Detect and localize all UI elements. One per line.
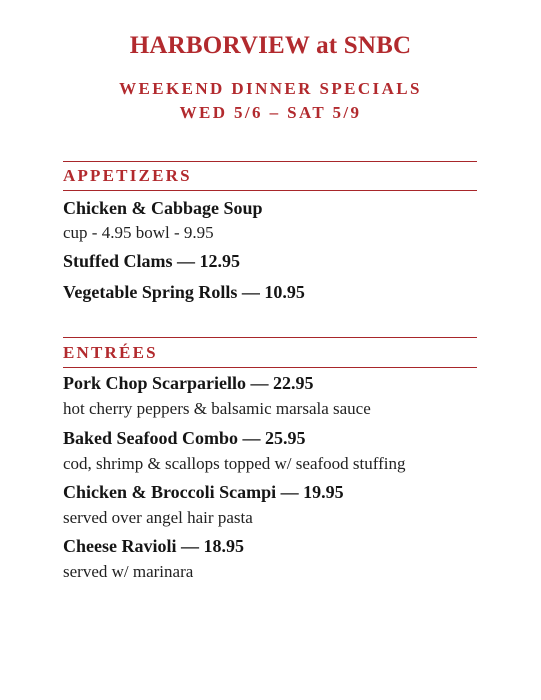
menu-item-description: served over angel hair pasta: [63, 508, 253, 527]
menu-item-description: cup - 4.95 bowl - 9.95: [63, 223, 214, 242]
menu-item-description: served w/ marinara: [63, 562, 194, 581]
menu-item-name: Chicken & Cabbage Soup: [63, 198, 263, 218]
entrees-top-rule: [63, 337, 477, 338]
appetizers-heading: APPETIZERS: [63, 166, 192, 185]
menu-item-name: Chicken & Broccoli Scampi — 19.95: [63, 482, 344, 502]
appetizers-bottom-rule: [63, 190, 477, 191]
entrees-heading: ENTRÉES: [63, 343, 158, 362]
restaurant-title: HARBORVIEW at SNBC: [129, 32, 412, 59]
specials-date-range: WED 5/6 – SAT 5/9: [179, 103, 362, 122]
menu-item-name: Pork Chop Scarpariello — 22.95: [63, 373, 314, 393]
menu-item-name: Stuffed Clams — 12.95: [63, 251, 241, 271]
menu-item-description: hot cherry peppers & balsamic marsala sauce: [63, 399, 371, 418]
menu-item-name: Baked Seafood Combo — 25.95: [63, 428, 306, 448]
menu-item-name: Cheese Ravioli — 18.95: [63, 536, 244, 556]
menu-item-description: cod, shrimp & scallops topped w/ seafood stuffing: [63, 454, 406, 473]
entrees-bottom-rule: [63, 367, 477, 368]
appetizers-top-rule: [63, 161, 477, 162]
specials-heading: WEEKEND DINNER SPECIALS: [119, 79, 422, 98]
menu-item-name: Vegetable Spring Rolls — 10.95: [63, 282, 305, 302]
